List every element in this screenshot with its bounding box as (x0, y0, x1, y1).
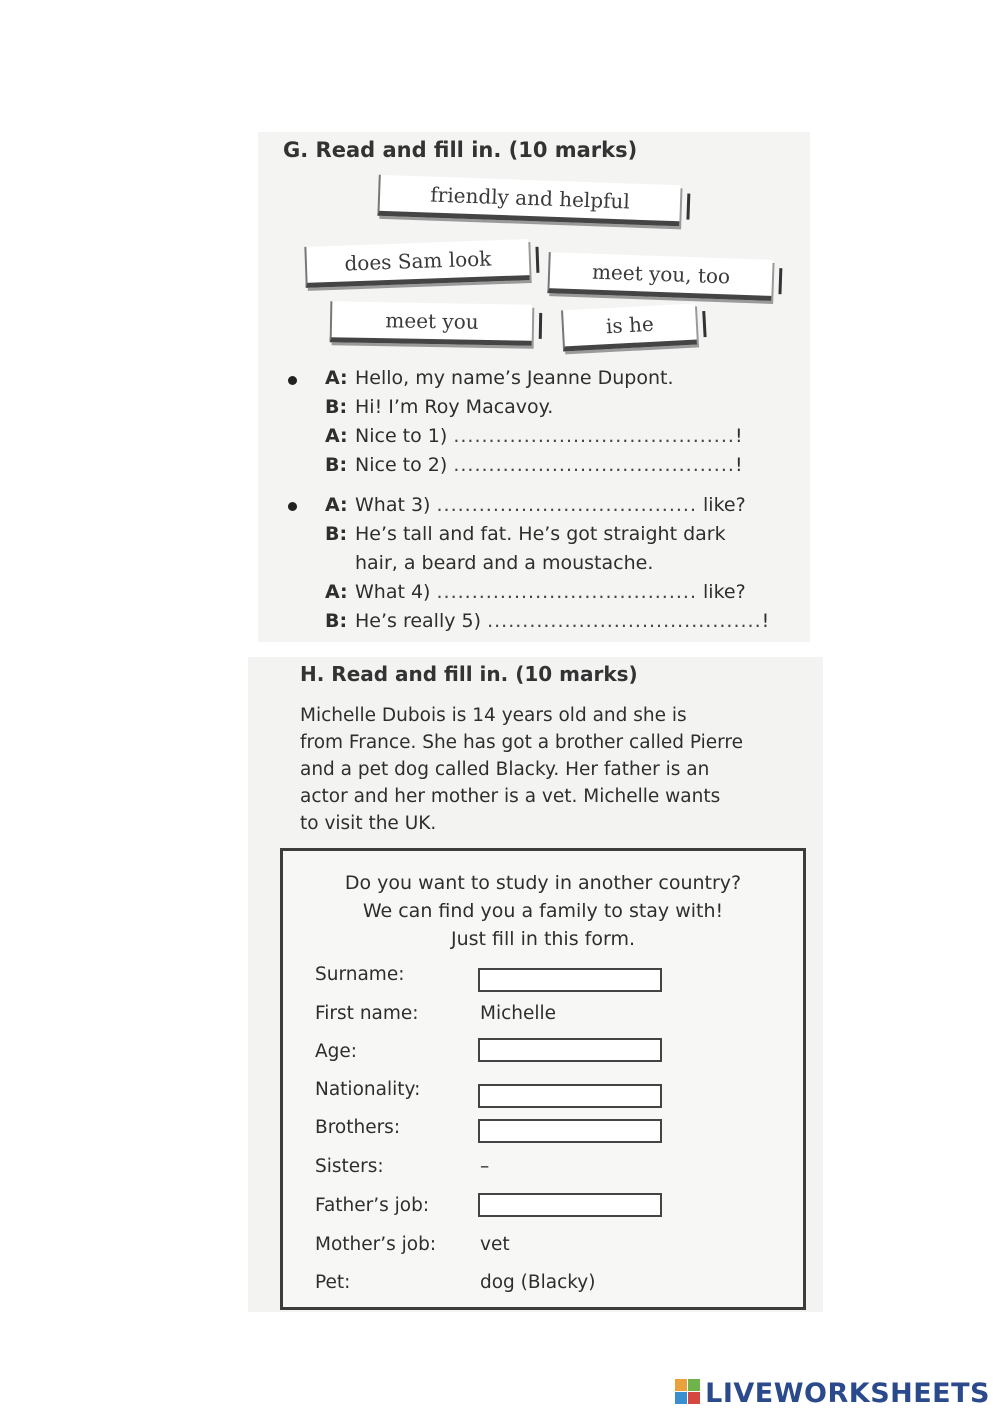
fathers-job-input[interactable] (478, 1193, 662, 1217)
bullet-icon (288, 502, 297, 511)
word-strip[interactable]: friendly and helpful (377, 175, 680, 227)
section-h-heading: H. Read and fill in. (10 marks) (300, 662, 638, 686)
first-name-value: Michelle (480, 1003, 557, 1024)
nationality-label: Nationality: (315, 1079, 421, 1100)
dialogue-line: hair, a beard and a moustache. (355, 552, 654, 574)
dialogue-line-blank-2: B: Nice to 2) ........................................! (325, 454, 743, 476)
age-label: Age: (315, 1041, 358, 1062)
surname-input[interactable] (478, 968, 662, 992)
answer-blank-5[interactable]: ....................................... (487, 610, 762, 632)
dialogue-line-blank-3: A: What 3) ..................................... like? (325, 494, 746, 516)
sisters-value: – (480, 1156, 490, 1177)
reading-paragraph: Michelle Dubois is 14 years old and she is from France. She has got a brother called Pierre and a pet dog called Blacky. Her father is an actor and her mother is a vet. Michelle wants to visit the UK. (300, 705, 743, 834)
section-g-heading: G. Read and fill in. (10 marks) (283, 138, 638, 162)
pet-label: Pet: (315, 1272, 351, 1293)
bullet-icon (288, 376, 297, 385)
word-strip[interactable]: meet you (330, 301, 533, 346)
dialogue-line: B: Hi! I’m Roy Macavoy. (325, 396, 554, 418)
answer-blank-1[interactable]: ........................................ (453, 425, 735, 447)
dialogue-line-blank-5: B: He’s really 5) .......................................! (325, 610, 770, 632)
dialogue-line-blank-4: A: What 4) ..................................... like? (325, 581, 746, 603)
brothers-label: Brothers: (315, 1117, 401, 1138)
dialogue-line: B: He’s tall and fat. He’s got straight dark (325, 523, 726, 545)
word-strip[interactable]: meet you, too (547, 252, 772, 301)
answer-blank-2[interactable]: ........................................ (453, 454, 735, 476)
brothers-input[interactable] (478, 1119, 662, 1143)
nationality-input[interactable] (478, 1084, 662, 1108)
answer-blank-3[interactable]: ..................................... (436, 494, 697, 516)
dialogue-line-blank-1: A: Nice to 1) ........................................! (325, 425, 743, 447)
pet-value: dog (Blacky) (480, 1272, 596, 1293)
mothers-job-value: vet (480, 1234, 510, 1255)
age-input[interactable] (478, 1038, 662, 1062)
word-strip[interactable]: is he (561, 304, 697, 352)
mothers-job-label: Mother’s job: (315, 1234, 437, 1255)
surname-label: Surname: (315, 964, 405, 985)
fathers-job-label: Father’s job: (315, 1195, 430, 1216)
sisters-label: Sisters: (315, 1156, 384, 1177)
dialogue-line: A: Hello, my name’s Jeanne Dupont. (325, 367, 674, 389)
liveworksheets-logo-icon (675, 1379, 701, 1405)
first-name-label: First name: (315, 1003, 419, 1024)
brand-logo: LIVEWORKSHEETS (675, 1378, 990, 1409)
form-heading: Do you want to study in another country? We can find you a family to stay with! Just fill in this form. (344, 872, 742, 950)
answer-blank-4[interactable]: ..................................... (436, 581, 697, 603)
word-strip[interactable]: does Sam look (304, 239, 529, 288)
